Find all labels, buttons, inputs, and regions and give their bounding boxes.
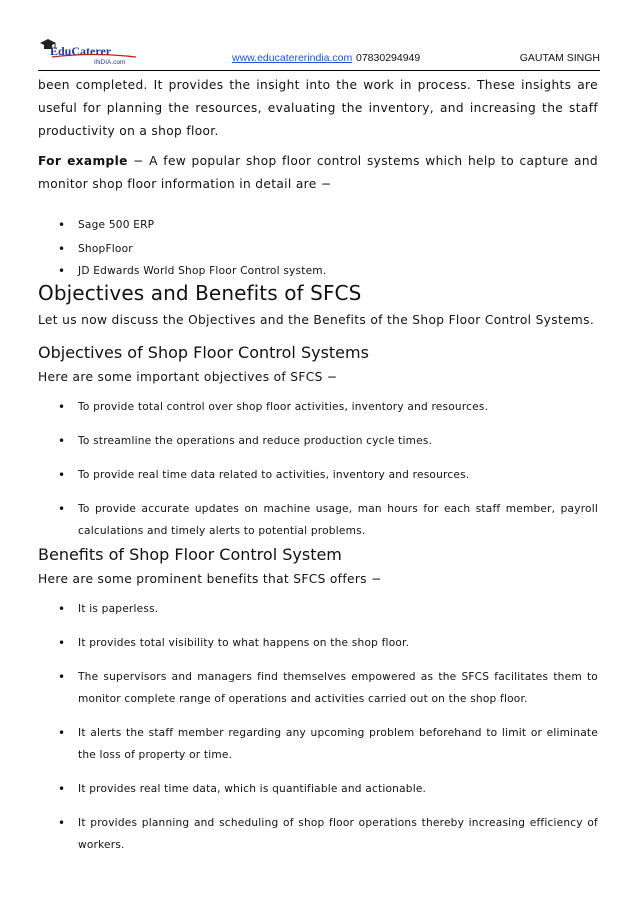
list-item: • JD Edwards World Shop Floor Control system. (38, 262, 598, 280)
website-link[interactable]: www.educatererindia.com (232, 52, 353, 64)
benefits-heading: Benefits of Shop Floor Control System (38, 545, 342, 564)
objectives-list (38, 396, 598, 542)
example-label: For example (38, 154, 128, 168)
list-item: • The supervisors and managers find themselves empowered as the SFCS facilitates them to monitor complete range of operations and activities carried out on the shop floor. (38, 666, 598, 710)
list-item: • To streamline the operations and reduce production cycle times. (38, 430, 598, 452)
list-item: • It provides total visibility to what happens on the shop floor. (38, 632, 598, 654)
systems-list (38, 214, 598, 280)
list-item: • Sage 500 ERP (38, 214, 598, 238)
list-item: • It alerts the staff member regarding any upcoming problem beforehand to limit or eliminate the loss of property or time. (38, 722, 598, 766)
benefits-list (38, 598, 598, 856)
example-text: − A few popular shop floor control systems which help to capture and monitor shop floor information in detail are − (38, 154, 598, 191)
list-item: • To provide accurate updates on machine usage, man hours for each staff member, payroll calculations and timely alerts to potential problems. (38, 498, 598, 542)
list-item: • ShopFloor (38, 238, 598, 262)
objectives-heading: Objectives of Shop Floor Control Systems (38, 343, 369, 362)
author-name: GAUTAM SINGH (519, 52, 600, 64)
objectives-intro: Here are some important objectives of SFCS − (38, 370, 338, 384)
logo-subtext: INDIA.com (94, 59, 126, 66)
list-item: • To provide total control over shop floor activities, inventory and resources. (38, 396, 598, 418)
list-item: • It provides planning and scheduling of shop floor operations thereby increasing efficiency of workers. (38, 812, 598, 856)
list-item: • It is paperless. (38, 598, 598, 620)
phone-number: 07830294949 (356, 52, 421, 64)
benefits-intro: Here are some prominent benefits that SFCS offers − (38, 572, 382, 586)
logo-text: EduCaterer (50, 44, 112, 58)
list-item: • It provides real time data, which is quantifiable and actionable. (38, 778, 598, 800)
example-paragraph (38, 150, 598, 196)
intro-paragraph: been completed. It provides the insight into the work in process. These insights are useful for planning the resources, evaluating the inventory, and increasing the staff productivity on a shop floor. (38, 78, 598, 138)
list-item: • To provide real time data related to activities, inventory and resources. (38, 464, 598, 486)
page-header (38, 30, 600, 71)
educaterer-logo (38, 34, 148, 66)
section-intro: Let us now discuss the Objectives and the Benefits of the Shop Floor Control Systems. (38, 313, 595, 327)
section-title: Objectives and Benefits of SFCS (38, 281, 362, 305)
document-body (38, 74, 598, 856)
